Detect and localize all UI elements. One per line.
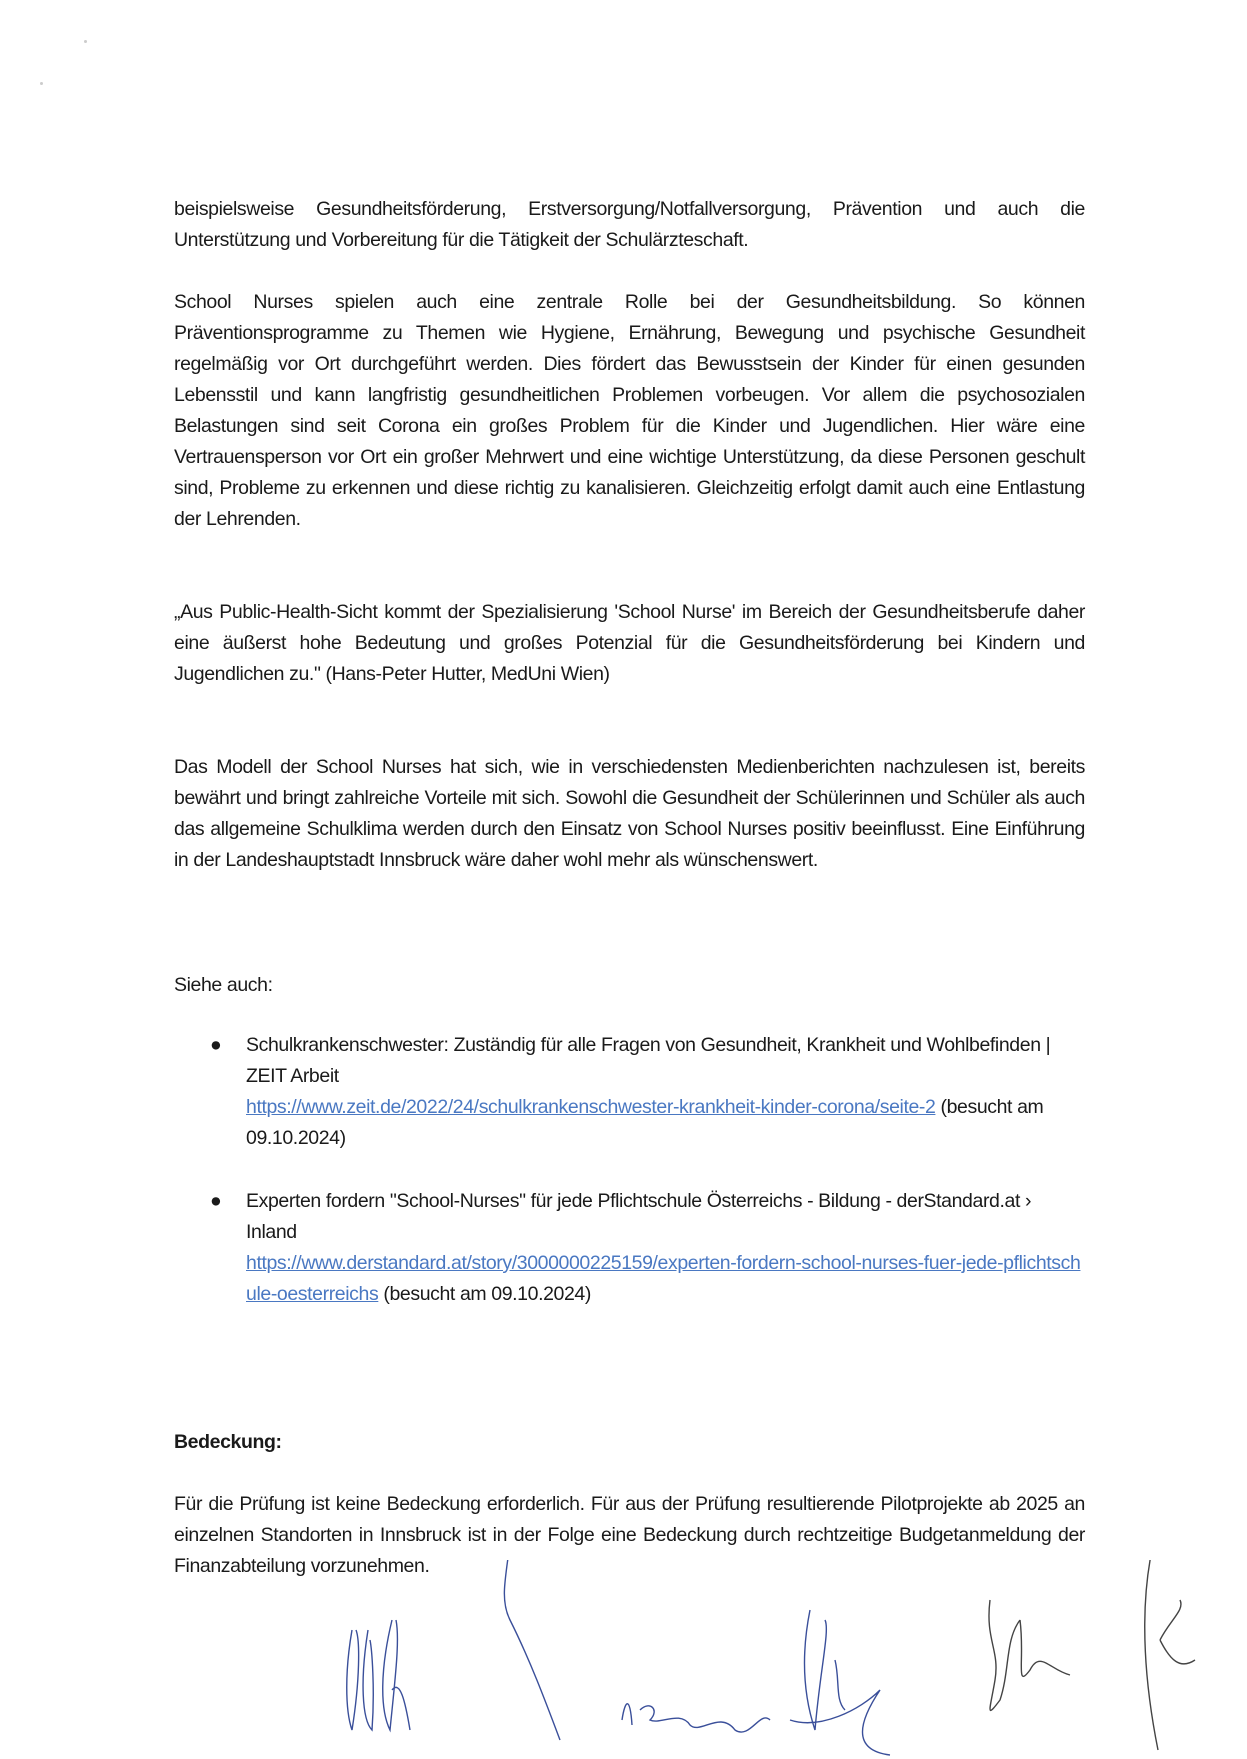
visited-date: (besucht am 09.10.2024) (246, 1096, 1044, 1149)
scan-speck (40, 82, 43, 85)
paragraph-quote: „Aus Public-Health-Sicht kommt der Spezialisierung 'School Nurse' im Bereich der Gesundheitsberufe daher eine äußerst hohe Bedeutung und großes Potenzial für die Gesundheitsförderung bei Kindern und Jugendlichen zu." (Hans-Peter Hutter, MedUni Wien) (174, 601, 1085, 685)
coverage-text: Für die Prüfung ist keine Bedeckung erforderlich. Für aus der Prüfung resultierende Pilotprojekte ab 2025 an einzelnen Standorten in Innsbruck ist in der Folge eine Bedeckung durch rechtzeitige Budgetanmeldung der Finanzabteilung vorzunehmen. (174, 1493, 1085, 1577)
reference-link[interactable]: https://www.zeit.de/2022/24/schulkrankenschwester-krankheit-kinder-corona/seite-2 (246, 1096, 936, 1118)
signature-1 (347, 1560, 560, 1740)
bullet-icon: ● (210, 1034, 222, 1056)
paragraph-intro: beispielsweise Gesundheitsförderung, Erstversorgung/Notfallversorgung, Prävention und auch die Unterstützung und Vorbereitung für die Tätigkeit der Schulärzteschaft. (174, 198, 1085, 251)
paragraph-model: Das Modell der School Nurses hat sich, wie in verschiedensten Medienberichten nachzulesen ist, bereits bewährt und bringt zahlreiche Vorteile mit sich. Sowohl die Gesundheit der Schülerinnen und Schüler als auch das allgemeine Schulklima werden durch den Einsatz von School Nurses positiv beeinflusst. Eine Einführung in der Landeshauptstadt Innsbruck wäre daher wohl mehr als wünschenswert. (174, 756, 1085, 871)
bullet-icon: ● (210, 1190, 222, 1212)
signatures (0, 1560, 1247, 1759)
reference-title: Schulkrankenschwester: Zuständig für alle Fragen von Gesundheit, Krankheit und Wohlbefinden | ZEIT Arbeit (246, 1034, 1051, 1087)
reference-title: Experten fordern "School-Nurses" für jede Pflichtschule Österreichs - Bildung - derStandard.at › Inland (246, 1190, 1032, 1243)
list-item (174, 1186, 1085, 1310)
coverage-heading: Bedeckung: (174, 1431, 282, 1453)
signature-3 (989, 1560, 1195, 1750)
scan-speck (84, 40, 87, 43)
signature-2 (622, 1610, 890, 1755)
visited-date: (besucht am 09.10.2024) (383, 1283, 591, 1305)
paragraph-health-education: School Nurses spielen auch eine zentrale Rolle bei der Gesundheitsbildung. So können Präventionsprogramme zu Themen wie Hygiene, Ernährung, Bewegung und psychische Gesundheit regelmäßig vor Ort durchgeführt werden. Dies fördert das Bewusstsein der Kinder für einen gesunden Lebensstil und kann langfristig gesundheitlichen Problemen vorbeugen. Vor allem die psychosozialen Belastungen sind seit Corona ein großes Problem für die Kinder und Jugendlichen. Hier wäre eine Vertrauensperson vor Ort ein großer Mehrwert und eine wichtige Unterstützung, da diese Personen geschult sind, Probleme zu erkennen und diese richtig zu kanalisieren. Gleichzeitig erfolgt damit auch eine Entlastung der Lehrenden. (174, 291, 1085, 530)
reference-link[interactable]: https://www.derstandard.at/story/3000000225159/experten-fordern-school-nurses-fuer-jede-pflichtschule-oesterreichs (246, 1252, 1081, 1305)
list-item (174, 1030, 1085, 1154)
see-also-heading: Siehe auch: (174, 974, 273, 996)
